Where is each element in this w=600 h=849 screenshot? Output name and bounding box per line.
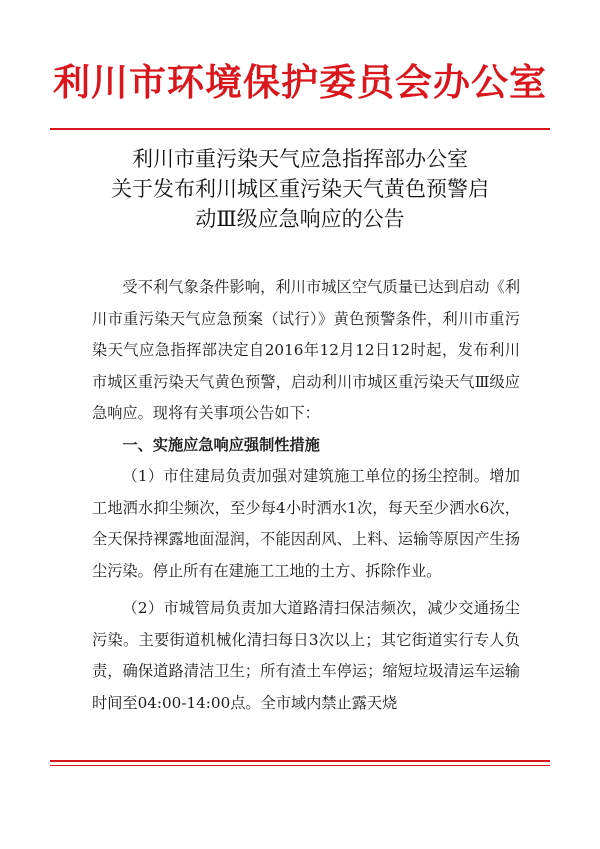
title-line-1: 利川市重污染天气应急指挥部办公室 [132, 147, 468, 171]
title-line-2: 关于发布利川城区重污染天气黄色预警启 [111, 177, 489, 201]
title-line-3: 动Ⅲ级应急响应的公告 [195, 207, 405, 231]
footer-divider-thick [50, 760, 550, 762]
section-heading-1: 一、实施应急响应强制性措施 [122, 435, 320, 454]
masthead-divider [50, 128, 550, 130]
intro-paragraph: 受不利气象条件影响，利川市城区空气质量已达到启动《利川市重污染天气应急预案（试行）》黄色预警条件，利川市重污染天气应急指挥部决定自2016年12月12日12时起，发布利川市城区重污染天气黄色预警，启动利川市城区重污染天气Ⅲ级应急响应。现将有关事项公告如下： [92, 278, 520, 422]
masthead-title: 利川市环境保护委员会办公室 [53, 60, 547, 104]
document-body [92, 272, 520, 719]
document-title [0, 144, 600, 234]
measure-item-1: （1）市住建局负责加强对建筑施工单位的扬尘控制。增加工地洒水抑尘频次，至少每4小时洒水1次，每天至少洒水6次，全天保持裸露地面湿润，不能因刮风、上料、运输等原因产生扬尘污染。停止所有在建施工工地的土方、拆除作业。 [92, 467, 520, 580]
measure-item-2: （2）市城管局负责加大道路清扫保洁频次，减少交通扬尘污染。主要街道机械化清扫每日3次以上；其它街道实行专人负责，确保道路清洁卫生；所有渣土车停运；缩短垃圾清运车运输时间至04:00-14:00点。全市域内禁止露天烧 [92, 599, 520, 712]
footer-divider-thin [50, 765, 550, 766]
